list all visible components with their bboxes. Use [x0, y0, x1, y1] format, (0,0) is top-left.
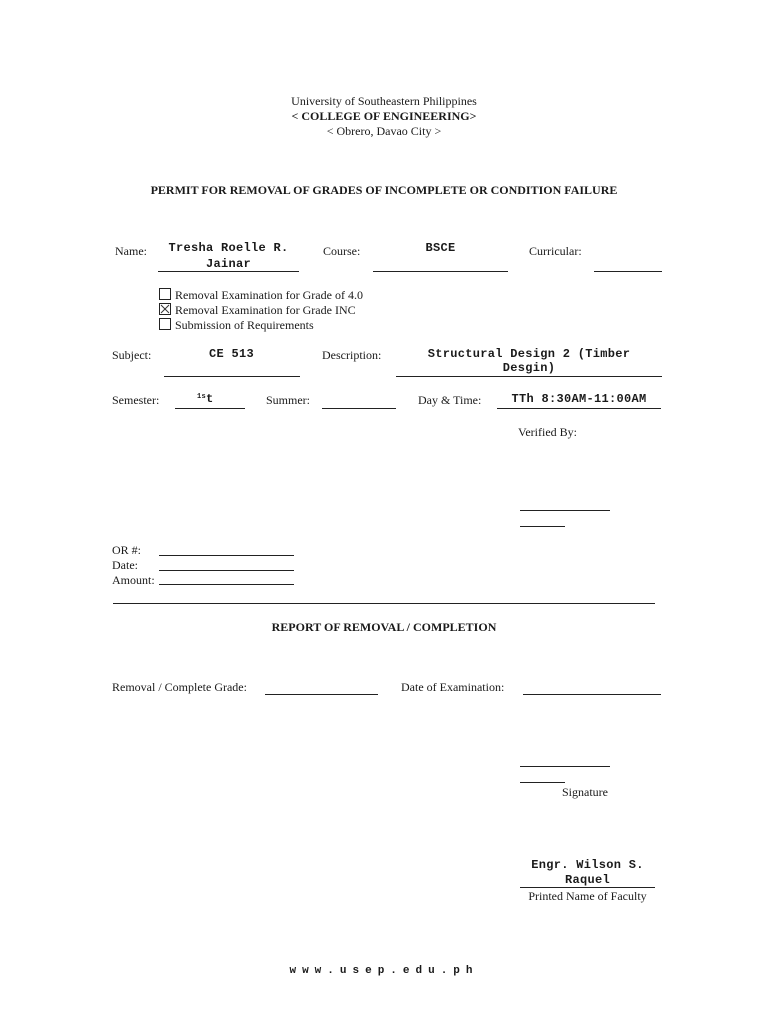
description-label: Description: — [322, 348, 382, 362]
faculty-name-line1: Engr. Wilson S. — [531, 858, 644, 872]
option-checkbox-grade-4[interactable] — [159, 288, 171, 300]
course-label: Course: — [323, 244, 361, 258]
curricular-label: Curricular: — [529, 244, 582, 258]
option-checkbox-requirements[interactable] — [159, 318, 171, 330]
semester-label: Semester: — [112, 393, 160, 407]
amount-underline — [159, 584, 294, 585]
report-title: REPORT OF REMOVAL / COMPLETION — [271, 620, 497, 634]
semester-value — [197, 392, 214, 408]
subject-label: Subject: — [112, 348, 152, 362]
daytime-underline — [497, 408, 661, 409]
signature-label: Signature — [562, 785, 608, 799]
grade-underline — [265, 694, 378, 695]
semester-suffix: t — [206, 392, 214, 406]
description-value-line1: Structural Design 2 (Timber — [427, 347, 631, 361]
checked-x-icon — [160, 304, 170, 314]
exam-date-underline — [523, 694, 661, 695]
option-label-grade-4: Removal Examination for Grade of 4.0 — [175, 288, 363, 302]
option-label-requirements: Submission of Requirements — [175, 318, 314, 332]
daytime-value: TTh 8:30AM-11:00AM — [511, 392, 647, 406]
name-label: Name: — [115, 244, 147, 258]
summer-label: Summer: — [266, 393, 310, 407]
description-value-line2: Desgin) — [502, 361, 556, 375]
signature-line-short — [520, 782, 565, 783]
amount-label: Amount: — [112, 573, 155, 587]
permit-title: PERMIT FOR REMOVAL OF GRADES OF INCOMPLETE OR CONDITION FAILURE — [150, 183, 618, 197]
curricular-underline — [594, 271, 662, 272]
payment-date-label: Date: — [112, 558, 138, 572]
subject-underline — [164, 376, 300, 377]
section-divider — [113, 603, 655, 604]
subject-value: CE 513 — [209, 347, 255, 361]
faculty-name-line2: Raquel — [564, 873, 610, 887]
name-value-line2: Jainar — [205, 257, 251, 271]
or-number-label: OR #: — [112, 543, 142, 557]
daytime-label: Day & Time: — [418, 393, 482, 407]
course-value: BSCE — [425, 241, 456, 255]
or-number-underline — [159, 555, 294, 556]
summer-underline — [322, 408, 396, 409]
description-underline — [396, 376, 662, 377]
payment-date-underline — [159, 570, 294, 571]
printed-name-label: Printed Name of Faculty — [528, 889, 647, 903]
college-name: < COLLEGE OF ENGINEERING> — [291, 109, 477, 123]
name-value-line1: Tresha Roelle R. — [168, 241, 289, 255]
university-name: University of Southeastern Philippines — [291, 94, 477, 108]
name-underline — [158, 271, 299, 272]
option-label-grade-inc: Removal Examination for Grade INC — [175, 303, 356, 317]
exam-date-label: Date of Examination: — [401, 680, 505, 694]
semester-underline — [175, 408, 245, 409]
verified-by-label: Verified By: — [518, 425, 577, 439]
semester-superscript: 1s — [197, 393, 207, 401]
option-checkbox-grade-inc[interactable] — [159, 303, 171, 315]
signature-line — [520, 766, 610, 767]
footer-url: www.usep.edu.ph — [289, 965, 479, 977]
college-address: < Obrero, Davao City > — [326, 124, 442, 138]
faculty-name-underline — [520, 887, 655, 888]
verifier-signature-line-short — [520, 526, 565, 527]
verifier-signature-line — [520, 510, 610, 511]
course-underline — [373, 271, 508, 272]
grade-label: Removal / Complete Grade: — [112, 680, 247, 694]
